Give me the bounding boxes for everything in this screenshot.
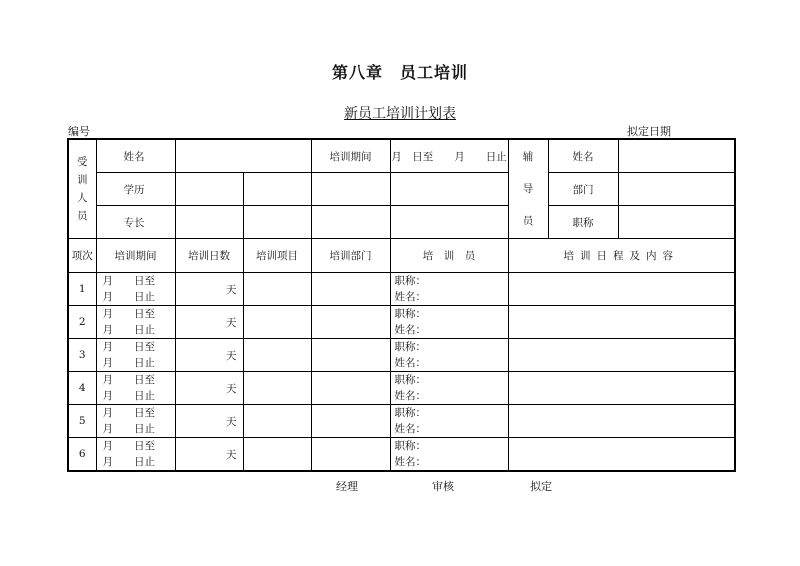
training-plan-table xyxy=(67,138,736,472)
row-schedule-content[interactable] xyxy=(508,339,735,372)
row-trainer-name: 姓名： xyxy=(394,324,426,336)
row-department[interactable] xyxy=(311,273,390,306)
row-trainer-name: 姓名： xyxy=(394,423,426,435)
schedule-row xyxy=(68,306,735,339)
mentor-group-char: 辅 xyxy=(522,151,534,163)
mentor-name-label: 姓名 xyxy=(548,139,618,173)
row-period[interactable] xyxy=(96,306,175,339)
row-department[interactable] xyxy=(311,438,390,472)
row-days[interactable] xyxy=(175,405,243,438)
row-days-unit: 天 xyxy=(226,316,237,329)
trainee-row-name xyxy=(68,139,735,173)
trainee-specialty-field-2[interactable] xyxy=(243,206,311,239)
form-title xyxy=(0,103,800,123)
schedule-header-row xyxy=(68,239,735,273)
footer-manager-label: 经理 xyxy=(336,480,358,493)
row-period[interactable] xyxy=(96,273,175,306)
row-period-from: 月 日至 xyxy=(102,308,155,320)
trainee-row-education xyxy=(68,173,735,206)
row-department[interactable] xyxy=(311,372,390,405)
mentor-dept-label: 部门 xyxy=(548,173,618,206)
row-trainer-title: 职称： xyxy=(394,308,426,320)
row-project[interactable] xyxy=(243,306,311,339)
row-period-to: 月 日止 xyxy=(102,456,155,468)
mentor-group-label xyxy=(508,139,548,239)
row-trainer-name: 姓名： xyxy=(394,390,426,402)
trainee-name-label: 姓名 xyxy=(96,139,175,173)
row-days-unit: 天 xyxy=(226,283,237,296)
mentor-group-char: 员 xyxy=(522,215,534,227)
trainee-name-field[interactable] xyxy=(175,139,311,173)
schedule-row xyxy=(68,273,735,306)
col-header-schedule-content: 培训日程及内容 xyxy=(508,239,735,273)
footer-draft-label: 拟定 xyxy=(530,480,552,493)
row-days[interactable] xyxy=(175,306,243,339)
form-title-text: 新员工培训计划表 xyxy=(344,106,456,122)
row-period-from: 月 日至 xyxy=(102,275,155,287)
row-department[interactable] xyxy=(311,405,390,438)
row-department[interactable] xyxy=(311,306,390,339)
trainee-blank-cell[interactable] xyxy=(390,173,508,206)
row-period[interactable] xyxy=(96,405,175,438)
row-days-unit: 天 xyxy=(226,382,237,395)
row-period-from: 月 日至 xyxy=(102,440,155,452)
trainee-group-char: 员 xyxy=(77,210,88,222)
row-days[interactable] xyxy=(175,273,243,306)
row-trainer[interactable] xyxy=(390,306,508,339)
schedule-row xyxy=(68,405,735,438)
row-trainer-name: 姓名： xyxy=(394,291,426,303)
schedule-row xyxy=(68,438,735,472)
row-project[interactable] xyxy=(243,273,311,306)
row-days-unit: 天 xyxy=(226,415,237,428)
training-period-label: 培训期间 xyxy=(311,139,390,173)
row-period-to: 月 日止 xyxy=(102,390,155,402)
trainee-group-char: 训 xyxy=(77,174,88,186)
row-period-from: 月 日至 xyxy=(102,374,155,386)
row-period-to: 月 日止 xyxy=(102,291,155,303)
footer-review-label: 审核 xyxy=(432,480,454,493)
row-project[interactable] xyxy=(243,438,311,472)
trainee-specialty-label: 专长 xyxy=(96,206,175,239)
row-trainer[interactable] xyxy=(390,438,508,472)
row-number: 1 xyxy=(68,273,96,306)
row-number: 5 xyxy=(68,405,96,438)
row-period[interactable] xyxy=(96,438,175,472)
trainee-group-label xyxy=(68,139,96,239)
row-schedule-content[interactable] xyxy=(508,306,735,339)
row-trainer-title: 职称： xyxy=(394,341,426,353)
row-period[interactable] xyxy=(96,339,175,372)
row-period-to: 月 日止 xyxy=(102,423,155,435)
row-project[interactable] xyxy=(243,372,311,405)
row-trainer-title: 职称： xyxy=(394,374,426,386)
row-period-from: 月 日至 xyxy=(102,341,155,353)
trainee-education-label: 学历 xyxy=(96,173,175,206)
trainee-education-field-2[interactable] xyxy=(243,173,311,206)
row-period-to: 月 日止 xyxy=(102,357,155,369)
trainee-group-char: 人 xyxy=(77,192,88,204)
row-trainer-name: 姓名： xyxy=(394,357,426,369)
training-period-value[interactable]: 月 日至 月 日止 xyxy=(390,139,508,173)
mentor-title-field[interactable] xyxy=(618,206,735,239)
schedule-row xyxy=(68,339,735,372)
row-days[interactable] xyxy=(175,372,243,405)
row-project[interactable] xyxy=(243,405,311,438)
row-days[interactable] xyxy=(175,339,243,372)
row-number: 2 xyxy=(68,306,96,339)
col-header-department: 培训部门 xyxy=(311,239,390,273)
col-header-days: 培训日数 xyxy=(175,239,243,273)
row-days[interactable] xyxy=(175,438,243,472)
row-trainer[interactable] xyxy=(390,372,508,405)
trainee-group-char: 受 xyxy=(77,156,88,168)
col-header-period: 培训期间 xyxy=(96,239,175,273)
col-header-trainer: 培 训 员 xyxy=(390,239,508,273)
row-days-unit: 天 xyxy=(226,448,237,461)
col-header-project: 培训项目 xyxy=(243,239,311,273)
mentor-group-char: 导 xyxy=(522,183,534,195)
schedule-row xyxy=(68,372,735,405)
row-schedule-content[interactable] xyxy=(508,372,735,405)
mentor-title-label: 职称 xyxy=(548,206,618,239)
trainee-blank-cell[interactable] xyxy=(311,206,390,239)
row-number: 6 xyxy=(68,438,96,472)
doc-number-label: 编号 xyxy=(68,125,90,138)
row-schedule-content[interactable] xyxy=(508,273,735,306)
mentor-name-field[interactable] xyxy=(618,139,735,173)
trainee-specialty-field[interactable] xyxy=(175,206,243,239)
row-trainer[interactable] xyxy=(390,273,508,306)
row-department[interactable] xyxy=(311,339,390,372)
schedule-body xyxy=(68,273,735,472)
mentor-dept-field[interactable] xyxy=(618,173,735,206)
col-header-item-no: 项次 xyxy=(68,239,96,273)
row-trainer-title: 职称： xyxy=(394,275,426,287)
row-period-from: 月 日至 xyxy=(102,407,155,419)
row-period-to: 月 日止 xyxy=(102,324,155,336)
row-trainer-title: 职称： xyxy=(394,407,426,419)
row-number: 3 xyxy=(68,339,96,372)
row-trainer[interactable] xyxy=(390,405,508,438)
trainee-row-specialty xyxy=(68,206,735,239)
row-days-unit: 天 xyxy=(226,349,237,362)
row-trainer-name: 姓名： xyxy=(394,456,426,468)
row-schedule-content[interactable] xyxy=(508,405,735,438)
row-trainer-title: 职称： xyxy=(394,440,426,452)
trainee-blank-cell[interactable] xyxy=(390,206,508,239)
trainee-blank-cell[interactable] xyxy=(311,173,390,206)
row-period[interactable] xyxy=(96,372,175,405)
trainee-education-field[interactable] xyxy=(175,173,243,206)
row-number: 4 xyxy=(68,372,96,405)
drafted-date-label: 拟定日期 xyxy=(627,125,671,138)
chapter-title: 第八章 员工培训 xyxy=(331,63,468,82)
row-schedule-content[interactable] xyxy=(508,438,735,472)
row-project[interactable] xyxy=(243,339,311,372)
row-trainer[interactable] xyxy=(390,339,508,372)
